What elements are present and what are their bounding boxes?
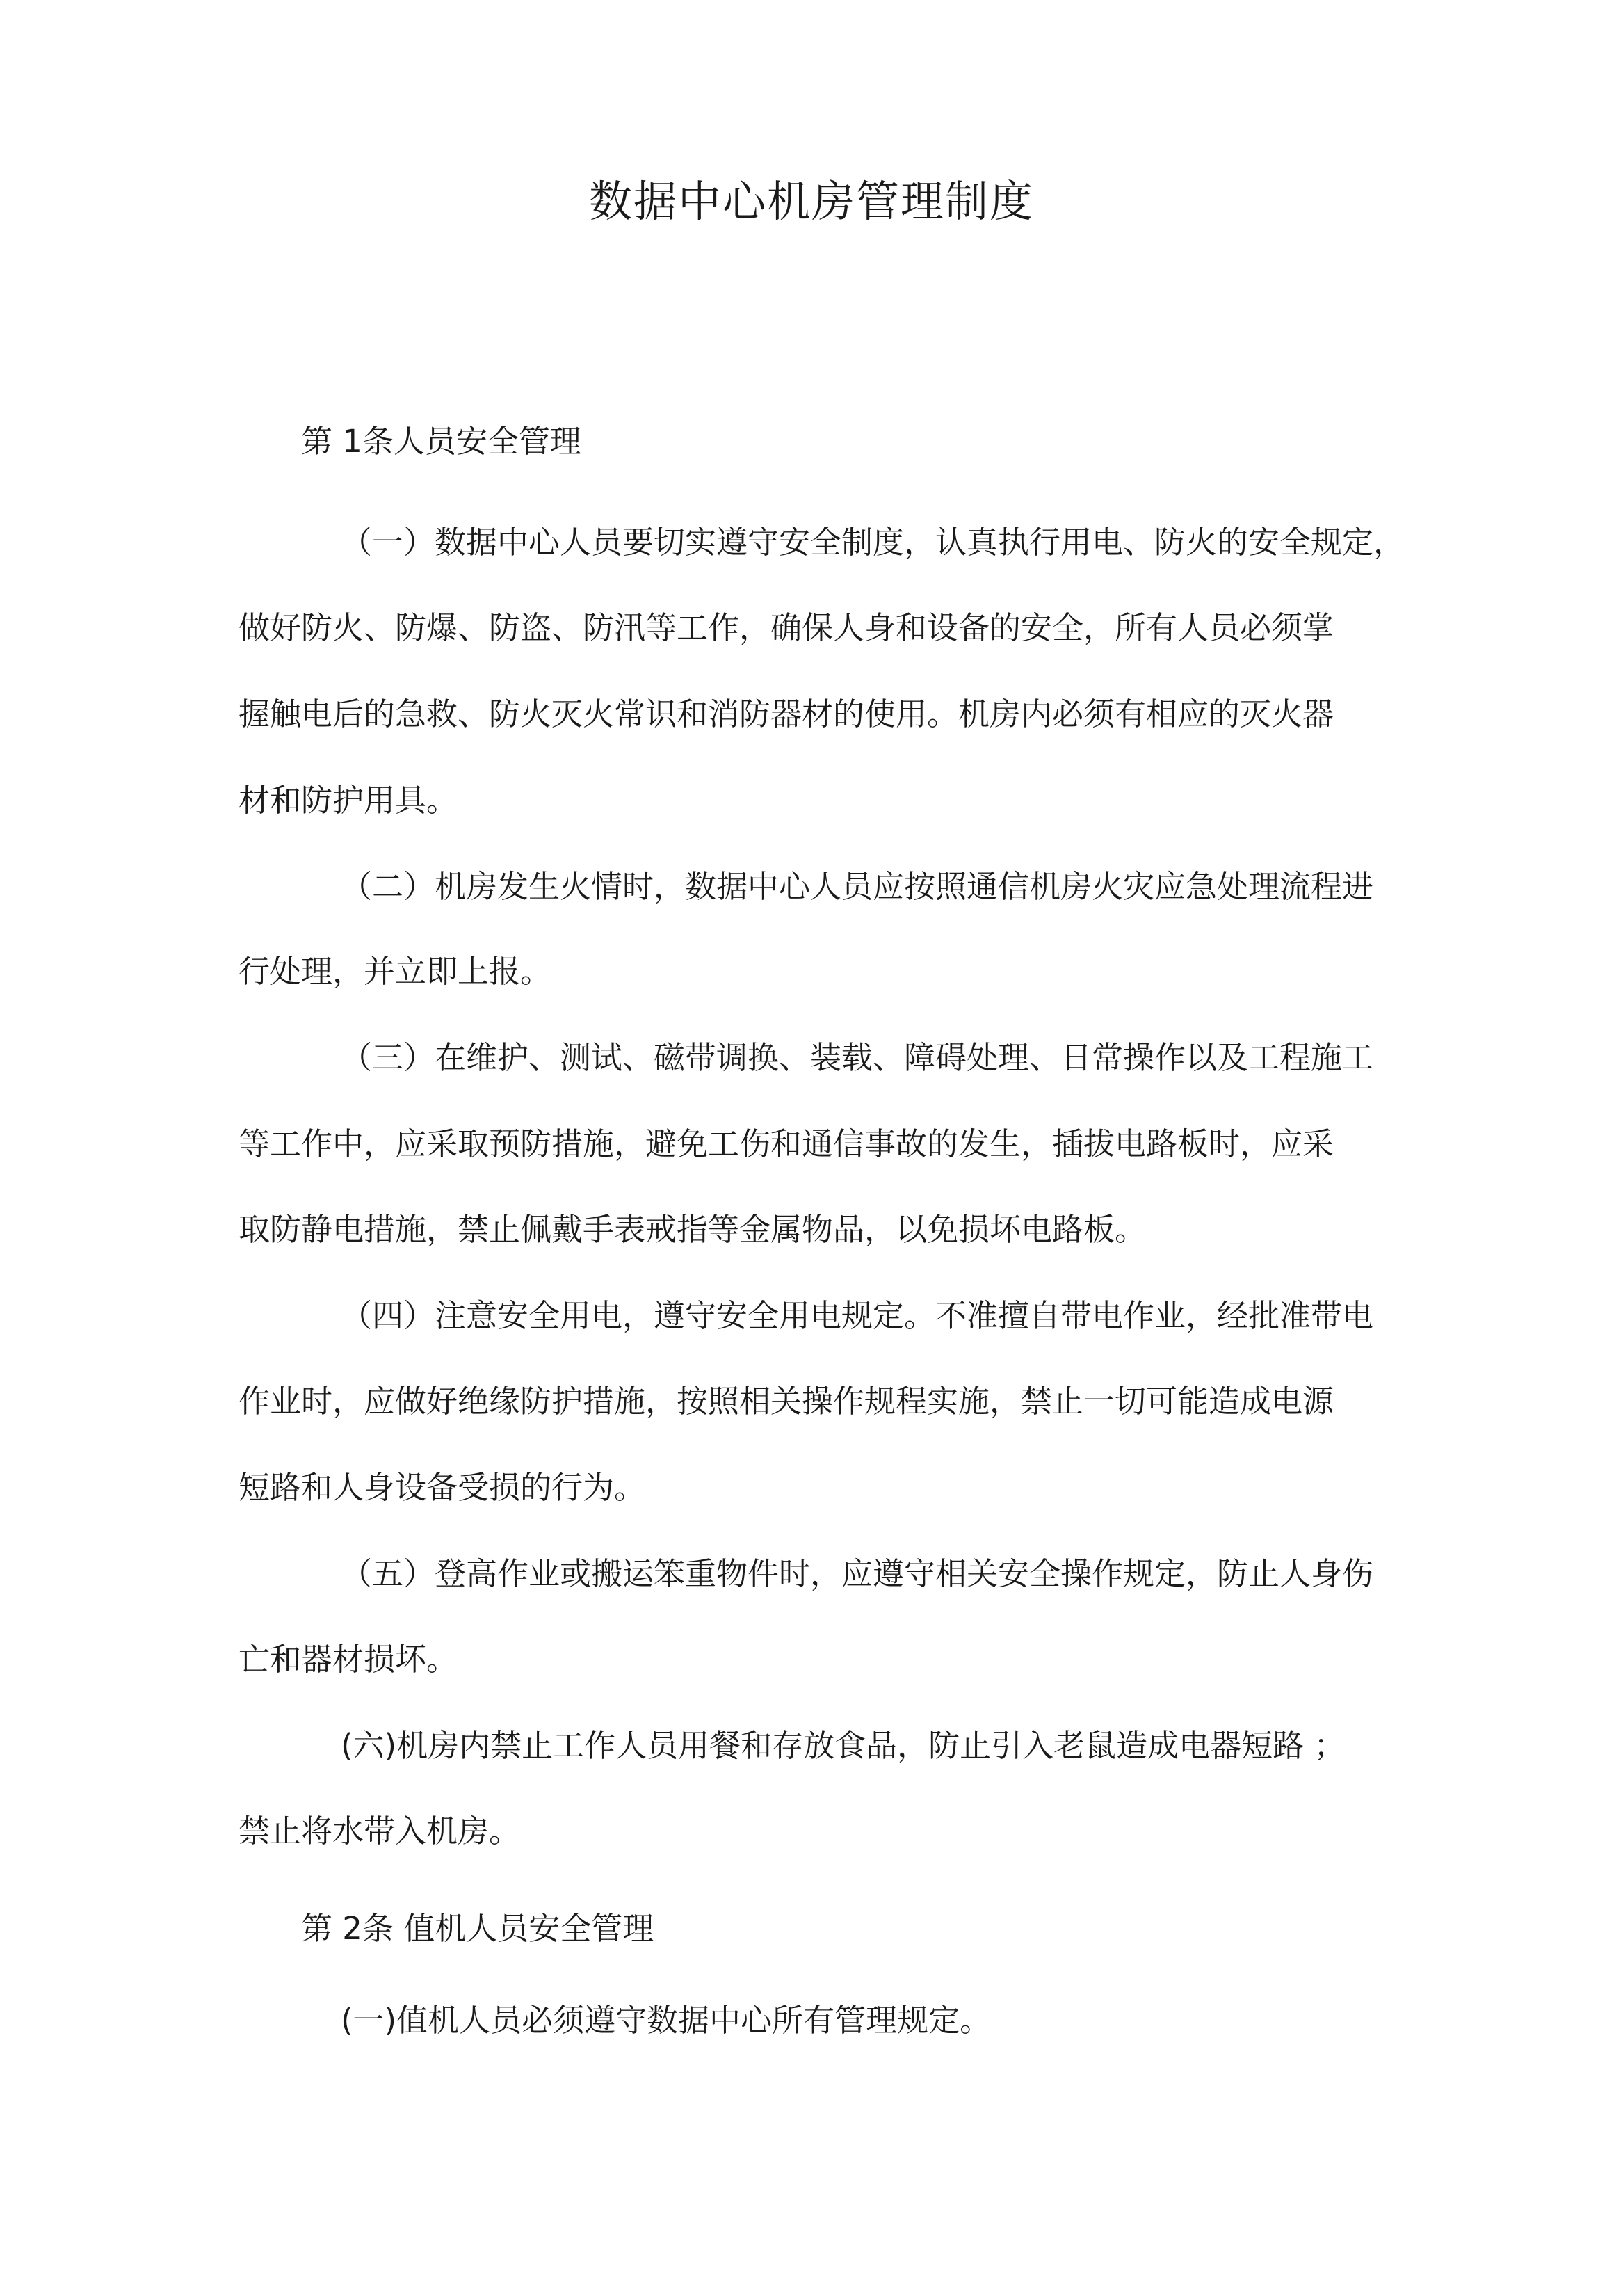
paragraph-line: 材和防护用具。 [239, 782, 458, 819]
paragraph-line: (一)值机人员必须遵守数据中心所有管理规定。 [341, 2002, 992, 2039]
paragraph-line: 做好防火、防爆、防盗、防汛等工作，确保人身和设备的安全，所有人员必须掌 [239, 609, 1334, 646]
paragraph-line: (六)机房内禁止工作人员用餐和存放食品，防止引入老鼠造成电器短路 ； [341, 1727, 1346, 1764]
paragraph-line: 禁止将水带入机房。 [239, 1813, 521, 1849]
paragraph-line: 握触电后的急救、防火灭火常识和消防器材的使用。机房内必须有相应的灭火器 [239, 696, 1334, 732]
paragraph-line: （一）数据中心人员要切实遵守安全制度，认真执行用电、防火的安全规定， [341, 524, 1405, 561]
paragraph-line: （五）登高作业或搬运笨重物件时，应遵守相关安全操作规定，防止人身伤 [341, 1555, 1374, 1592]
paragraph-line: 行处理，并立即上报。 [239, 953, 552, 990]
section-heading: 第 1条人员安全管理 [301, 423, 581, 460]
document-title: 数据中心机房管理制度 [588, 176, 1034, 227]
paragraph-line: 作业时，应做好绝缘防护措施，按照相关操作规程实施，禁止一切可能造成电源 [239, 1383, 1334, 1420]
paragraph-line: （四）注意安全用电，遵守安全用电规定。不准擅自带电作业，经批准带电 [341, 1297, 1374, 1334]
paragraph-line: 亡和器材损坏。 [239, 1641, 458, 1678]
paragraph-line: 取防静电措施，禁止佩戴手表戒指等金属物品，以免损坏电路板。 [239, 1211, 1147, 1248]
paragraph-line: （二）机房发生火情时，数据中心人员应按照通信机房火灾应急处理流程进 [341, 868, 1374, 905]
section-heading: 第 2条 值机人员安全管理 [301, 1910, 654, 1947]
paragraph-line: （三）在维护、测试、磁带调换、装载、障碍处理、日常操作以及工程施工 [341, 1039, 1374, 1076]
paragraph-line: 短路和人身设备受损的行为。 [239, 1469, 646, 1506]
paragraph-line: 等工作中，应采取预防措施，避免工伤和通信事故的发生，插拔电路板时，应采 [239, 1125, 1334, 1162]
